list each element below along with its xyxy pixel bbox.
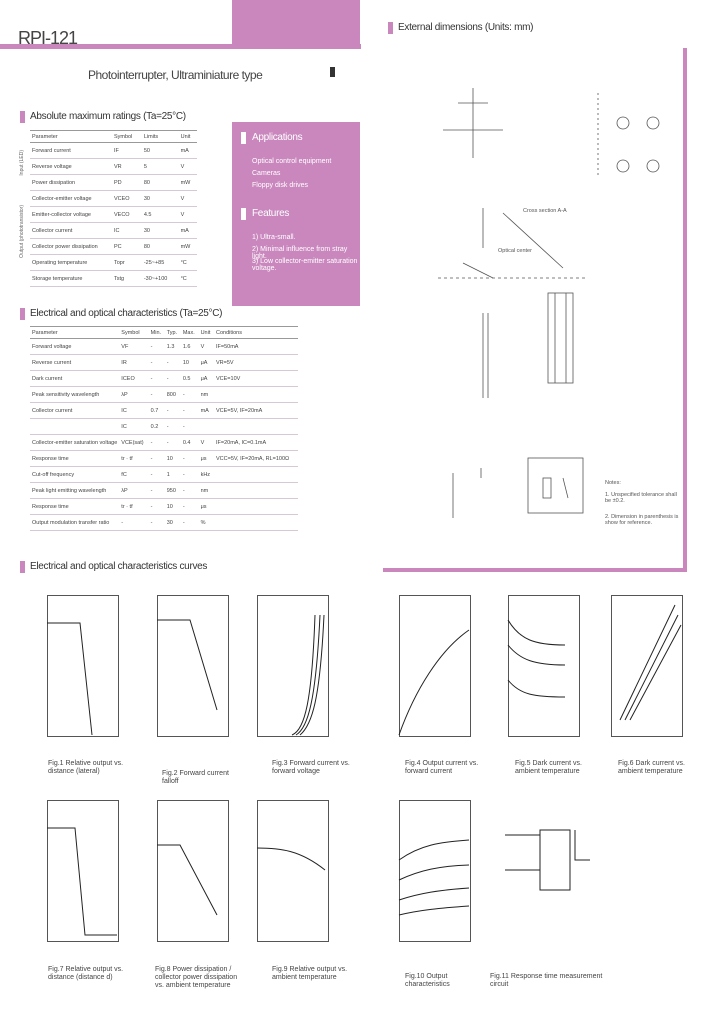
table-cell: Operating temperature — [30, 255, 112, 271]
graph-fig1 — [47, 595, 119, 737]
table-cell: - — [149, 387, 165, 403]
col-header: Parameter — [30, 131, 112, 143]
table-cell: % — [199, 515, 214, 531]
table-cell: - — [165, 419, 181, 435]
package-image — [330, 67, 335, 77]
table-cell: - — [181, 403, 199, 419]
table-cell: 0.2 — [149, 419, 165, 435]
fig9-caption: Fig.9 Relative output vs. ambient temperature — [272, 966, 348, 981]
feature-item: 3) Low collector-emitter saturation voltage. — [252, 258, 358, 272]
table-cell: 10 — [165, 451, 181, 467]
col-header: Limits — [142, 131, 179, 143]
table-cell: - — [181, 387, 199, 403]
table-cell: - — [165, 435, 181, 451]
elec-title: Electrical and optical characteristics (Ta=25°C) — [30, 308, 223, 319]
table-cell: - — [149, 515, 165, 531]
col-header: Conditions — [214, 327, 298, 339]
col-header: Symbol — [112, 131, 142, 143]
table-cell: 10 — [165, 499, 181, 515]
table-row — [30, 255, 197, 271]
table-row — [30, 483, 298, 499]
table-cell: 0.5 — [181, 371, 199, 387]
table-cell: mA — [179, 223, 197, 239]
table-row — [30, 499, 298, 515]
table-cell: Reverse current — [30, 355, 119, 371]
table-cell: nm — [199, 483, 214, 499]
section-marker — [241, 132, 246, 144]
table-cell: 80 — [142, 175, 179, 191]
table-cell — [214, 419, 298, 435]
table-cell: μA — [199, 355, 214, 371]
table-cell — [214, 499, 298, 515]
table-cell: μs — [199, 451, 214, 467]
note-item: 2. Dimension in parenthesis is show for reference. — [605, 514, 679, 526]
table-cell: 0.4 — [181, 435, 199, 451]
table-cell: - — [149, 451, 165, 467]
section-marker — [20, 561, 25, 573]
note-item: 1. Unspecified tolerance shall be ±0.2. — [605, 492, 677, 504]
table-cell: VCC=5V, IF=20mA, RL=100Ω — [214, 451, 298, 467]
table-cell: - — [165, 371, 181, 387]
table-cell: VCE(sat) — [119, 435, 148, 451]
table-cell: Output modulation transfer ratio — [30, 515, 119, 531]
feature-item: 2) Minimal influence from stray light. — [252, 246, 348, 260]
table-row — [30, 159, 197, 175]
fig6-caption: Fig.6 Dark current vs. ambient temperature — [618, 760, 685, 775]
table-cell: V — [179, 159, 197, 175]
table-cell: fC — [119, 467, 148, 483]
table-cell: μs — [199, 499, 214, 515]
application-item: Optical control equipment — [252, 158, 332, 165]
table-cell: V — [199, 339, 214, 355]
output-label: Output (phototransistor) — [19, 205, 25, 258]
header-bar-right — [232, 14, 360, 49]
table-cell: Collector current — [30, 223, 112, 239]
table-row — [30, 515, 298, 531]
graph-fig4 — [399, 595, 471, 737]
col-header: Parameter — [30, 327, 119, 339]
col-header: Unit — [179, 131, 197, 143]
table-cell: - — [165, 355, 181, 371]
table-row — [30, 387, 298, 403]
col-header: Max. — [181, 327, 199, 339]
table-cell: - — [149, 339, 165, 355]
table-row — [30, 435, 298, 451]
fig4-caption: Fig.4 Output current vs. forward current — [405, 760, 479, 775]
table-cell: Dark current — [30, 371, 119, 387]
table-cell: Tstg — [112, 271, 142, 287]
table-cell: Collector-emitter voltage — [30, 191, 112, 207]
table-cell: 0.7 — [149, 403, 165, 419]
cross-section-label: Cross section A-A — [523, 208, 567, 214]
table-cell: Topr — [112, 255, 142, 271]
applications-title: Applications — [252, 132, 303, 143]
table-row — [30, 271, 197, 287]
table-cell: -30~+100 — [142, 271, 179, 287]
table-cell: V — [179, 207, 197, 223]
col-header: Symbol — [119, 327, 148, 339]
table-cell: λP — [119, 483, 148, 499]
top-accent-bar — [232, 0, 360, 14]
input-led-label: Input (LED) — [19, 150, 25, 176]
table-cell: VR=5V — [214, 355, 298, 371]
ext-dim-title: External dimensions (Units: mm) — [398, 22, 534, 33]
curves-title: Electrical and optical characteristics curves — [30, 561, 208, 572]
table-cell — [214, 515, 298, 531]
section-marker — [388, 22, 393, 34]
subtitle: Photointerrupter, Ultraminiature type — [88, 68, 263, 82]
abs-max-table — [30, 130, 197, 287]
feature-item: 1) Ultra-small. — [252, 234, 296, 241]
table-cell: V — [179, 191, 197, 207]
table-cell: 30 — [142, 191, 179, 207]
col-header: Typ. — [165, 327, 181, 339]
table-row — [30, 339, 298, 355]
table-cell: Emitter-collector voltage — [30, 207, 112, 223]
graph-fig3 — [257, 595, 329, 737]
table-cell: - — [119, 515, 148, 531]
table-cell: -25~+85 — [142, 255, 179, 271]
table-cell: - — [181, 451, 199, 467]
table-cell: Forward voltage — [30, 339, 119, 355]
table-cell: 1 — [165, 467, 181, 483]
table-cell: IF — [112, 143, 142, 159]
table-cell: 30 — [142, 223, 179, 239]
table-cell — [199, 419, 214, 435]
table-cell: Collector-emitter saturation voltage — [30, 435, 119, 451]
table-cell: IC — [112, 223, 142, 239]
table-cell: - — [181, 499, 199, 515]
table-row — [30, 191, 197, 207]
table-cell: IC — [119, 403, 148, 419]
table-cell: - — [181, 483, 199, 499]
table-row — [30, 223, 197, 239]
table-cell: ICEO — [119, 371, 148, 387]
fig2-caption: Fig.2 Forward current falloff — [162, 770, 229, 785]
table-row — [30, 451, 298, 467]
table-cell: - — [149, 435, 165, 451]
table-cell: 5 — [142, 159, 179, 175]
table-cell: VF — [119, 339, 148, 355]
table-cell: 80 — [142, 239, 179, 255]
table-cell: VCEO — [112, 191, 142, 207]
fig5-caption: Fig.5 Dark current vs. ambient temperature — [515, 760, 582, 775]
table-cell: 950 — [165, 483, 181, 499]
table-row — [30, 403, 298, 419]
table-cell: - — [149, 499, 165, 515]
table-cell: °C — [179, 271, 197, 287]
abs-max-title: Absolute maximum ratings (Ta=25°C) — [30, 111, 186, 122]
section-marker — [241, 208, 246, 220]
table-cell: mW — [179, 175, 197, 191]
table-cell: PD — [112, 175, 142, 191]
table-cell: IF=20mA, IC=0.1mA — [214, 435, 298, 451]
table-row — [30, 239, 197, 255]
table-cell: Storage temperature — [30, 271, 112, 287]
graph-fig6 — [611, 595, 683, 737]
graph-fig7 — [47, 800, 119, 942]
optical-center-label: Optical center — [498, 248, 532, 254]
table-cell: 1.3 — [165, 339, 181, 355]
table-row — [30, 143, 197, 159]
graph-fig10 — [399, 800, 471, 942]
table-cell: VR — [112, 159, 142, 175]
table-row — [30, 355, 298, 371]
table-cell: V — [199, 435, 214, 451]
fig1-caption: Fig.1 Relative output vs. distance (lateral) — [48, 760, 124, 775]
features-title: Features — [252, 208, 290, 219]
table-cell: °C — [179, 255, 197, 271]
table-cell: μA — [199, 371, 214, 387]
table-cell: Cut-off frequency — [30, 467, 119, 483]
table-cell: Forward current — [30, 143, 112, 159]
section-marker — [20, 308, 25, 320]
table-cell: nm — [199, 387, 214, 403]
table-cell: 10 — [181, 355, 199, 371]
dimension-drawing — [383, 48, 683, 568]
table-cell: tr · tf — [119, 499, 148, 515]
table-cell: - — [149, 355, 165, 371]
graph-fig8 — [157, 800, 229, 942]
fig10-caption: Fig.10 Output characteristics — [405, 973, 450, 988]
table-row — [30, 467, 298, 483]
part-number: RPI-121 — [18, 28, 78, 48]
table-cell: Collector current — [30, 403, 119, 419]
table-cell: Collector power dissipation — [30, 239, 112, 255]
table-cell: VCE=5V, IF=20mA — [214, 403, 298, 419]
notes-title: Notes: — [605, 480, 621, 486]
fig11-caption: Fig.11 Response time measurement circuit — [490, 973, 603, 988]
table-cell: 30 — [165, 515, 181, 531]
table-cell: - — [165, 403, 181, 419]
application-item: Cameras — [252, 170, 281, 177]
fig3-caption: Fig.3 Forward current vs. forward voltage — [272, 760, 350, 775]
application-item: Floppy disk drives — [252, 182, 309, 189]
fig8-caption: Fig.8 Power dissipation / collector power dissipation vs. ambient temperature — [155, 966, 238, 989]
table-row — [30, 207, 197, 223]
table-cell: - — [149, 483, 165, 499]
applications-panel — [232, 122, 360, 306]
table-cell: IF=50mA — [214, 339, 298, 355]
table-cell: - — [181, 467, 199, 483]
section-marker — [20, 111, 25, 123]
fig7-caption: Fig.7 Relative output vs. distance (distance d) — [48, 966, 124, 981]
col-header: Min. — [149, 327, 165, 339]
table-cell — [214, 387, 298, 403]
table-row — [30, 175, 197, 191]
graph-fig5 — [508, 595, 580, 737]
table-cell: Response time — [30, 499, 119, 515]
table-cell: - — [181, 419, 199, 435]
table-cell: mW — [179, 239, 197, 255]
table-cell: λP — [119, 387, 148, 403]
table-cell — [214, 483, 298, 499]
table-cell: - — [181, 515, 199, 531]
table-cell: Reverse voltage — [30, 159, 112, 175]
table-cell: Peak light emitting wavelength — [30, 483, 119, 499]
table-cell: - — [149, 371, 165, 387]
graph-fig2 — [157, 595, 229, 737]
table-cell: 4.5 — [142, 207, 179, 223]
table-cell — [30, 419, 119, 435]
table-cell: kHz — [199, 467, 214, 483]
table-cell: 50 — [142, 143, 179, 159]
table-cell: tr · tf — [119, 451, 148, 467]
table-cell: PC — [112, 239, 142, 255]
table-cell: VCE=10V — [214, 371, 298, 387]
table-cell: 1.6 — [181, 339, 199, 355]
col-header: Unit — [199, 327, 214, 339]
table-cell: 800 — [165, 387, 181, 403]
table-cell: mA — [179, 143, 197, 159]
table-cell: IC — [119, 419, 148, 435]
table-cell — [214, 467, 298, 483]
table-cell: VECO — [112, 207, 142, 223]
elec-table — [30, 326, 298, 531]
table-cell: Power dissipation — [30, 175, 112, 191]
table-cell: IR — [119, 355, 148, 371]
table-row — [30, 419, 298, 435]
graph-fig9 — [257, 800, 329, 942]
ext-dim-panel — [383, 48, 687, 572]
table-cell: Response time — [30, 451, 119, 467]
table-cell: - — [149, 467, 165, 483]
table-cell: mA — [199, 403, 214, 419]
table-cell: Peak sensitivity wavelength — [30, 387, 119, 403]
table-row — [30, 371, 298, 387]
